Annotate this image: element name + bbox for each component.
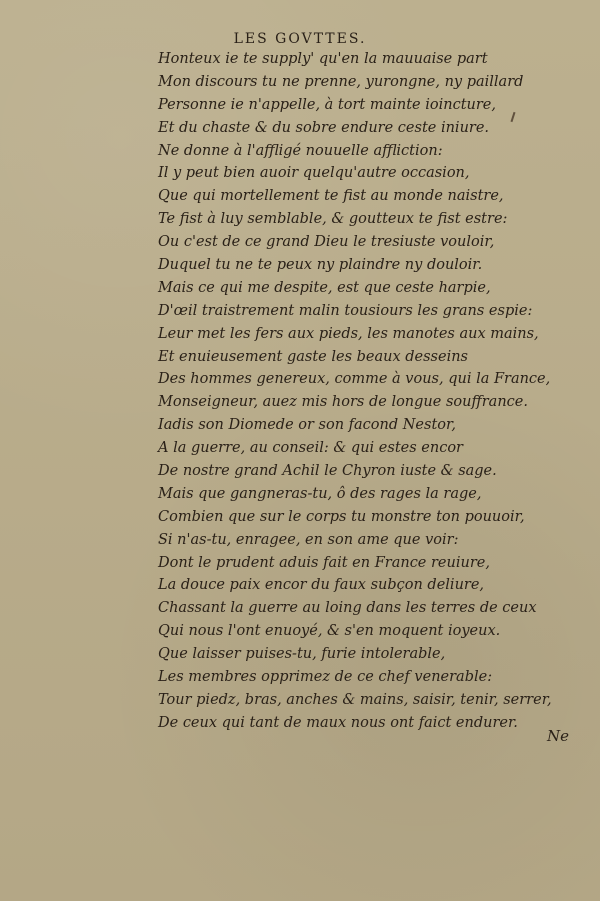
- poem-line: Ne donne à l'affligé nouuelle affliction:: [158, 142, 443, 159]
- poem-line: Leur met les fers aux pieds, les manotes aux mains,: [158, 325, 539, 342]
- poem-line: Chassant la guerre au loing dans les terres de ceux: [158, 600, 537, 617]
- poem-line: Monseigneur, auez mis hors de longue souffrance.: [158, 394, 528, 411]
- poem-line: Combien que sur le corps tu monstre ton pouuoir,: [158, 508, 525, 525]
- poem-line: Mais ce qui me despite, est que ceste harpie,: [158, 279, 491, 296]
- poem-line: A la guerre, au conseil: & qui estes encor: [158, 440, 463, 457]
- poem-line: Qui nous l'ont enuoyé, & s'en moquent ioyeux.: [158, 623, 501, 640]
- poem-line: Mon discours tu ne prenne, yurongne, ny paillard: [158, 73, 524, 90]
- poem-line: Tour piedz, bras, anches & mains, saisir, tenir, serrer,: [158, 691, 552, 708]
- poem-line: Des hommes genereux, comme à vous, qui la France,: [158, 371, 551, 388]
- poem-line: Que laisser puises-tu, furie intolerable,: [158, 646, 446, 663]
- poem-line: Et enuieusement gaste les beaux desseins: [158, 348, 468, 365]
- poem-line: Les membres opprimez de ce chef venerable:: [158, 669, 493, 686]
- poem-line: Honteux ie te supply' qu'en la mauuaise part: [158, 51, 488, 67]
- poem-line: Iadis son Diomede or son facond Nestor,: [158, 417, 456, 434]
- poem-line: Personne ie n'appelle, à tort mainte ioincture,: [158, 96, 496, 113]
- poem-line: Ou c'est de ce grand Dieu le tresiuste vouloir,: [158, 234, 495, 251]
- poem-line: Dont le prudent aduis fait en France reuiure,: [158, 554, 490, 571]
- poem-line: Si n'as-tu, enragee, en son ame que voir:: [158, 531, 459, 548]
- poem-text: [158, 48, 552, 735]
- poem-line: D'œil traistrement malin tousiours les grans espie:: [158, 302, 533, 319]
- poem-line: Mais que gangneras-tu, ô des rages la rage,: [158, 485, 482, 502]
- poem-line: Il y peut bien auoir quelqu'autre occasion,: [158, 165, 470, 182]
- poem-line: Te fist à luy semblable, & goutteux te fist estre:: [158, 211, 508, 228]
- running-head: LES GOVTTES.: [233, 31, 367, 47]
- poem-line: Et du chaste & du sobre endure ceste iniure.: [158, 119, 490, 136]
- poem-line: Duquel tu ne te peux ny plaindre ny douloir.: [158, 257, 483, 274]
- poem-line: La douce paix encor du faux subçon deliure,: [158, 577, 485, 594]
- catchword: Ne: [547, 727, 570, 745]
- poem-line: Que qui mortellement te fist au monde naistre,: [158, 188, 504, 205]
- poem-line: De nostre grand Achil le Chyron iuste & sage.: [158, 463, 497, 480]
- poem-line: De ceux qui tant de maux nous ont faict endurer.: [158, 714, 518, 731]
